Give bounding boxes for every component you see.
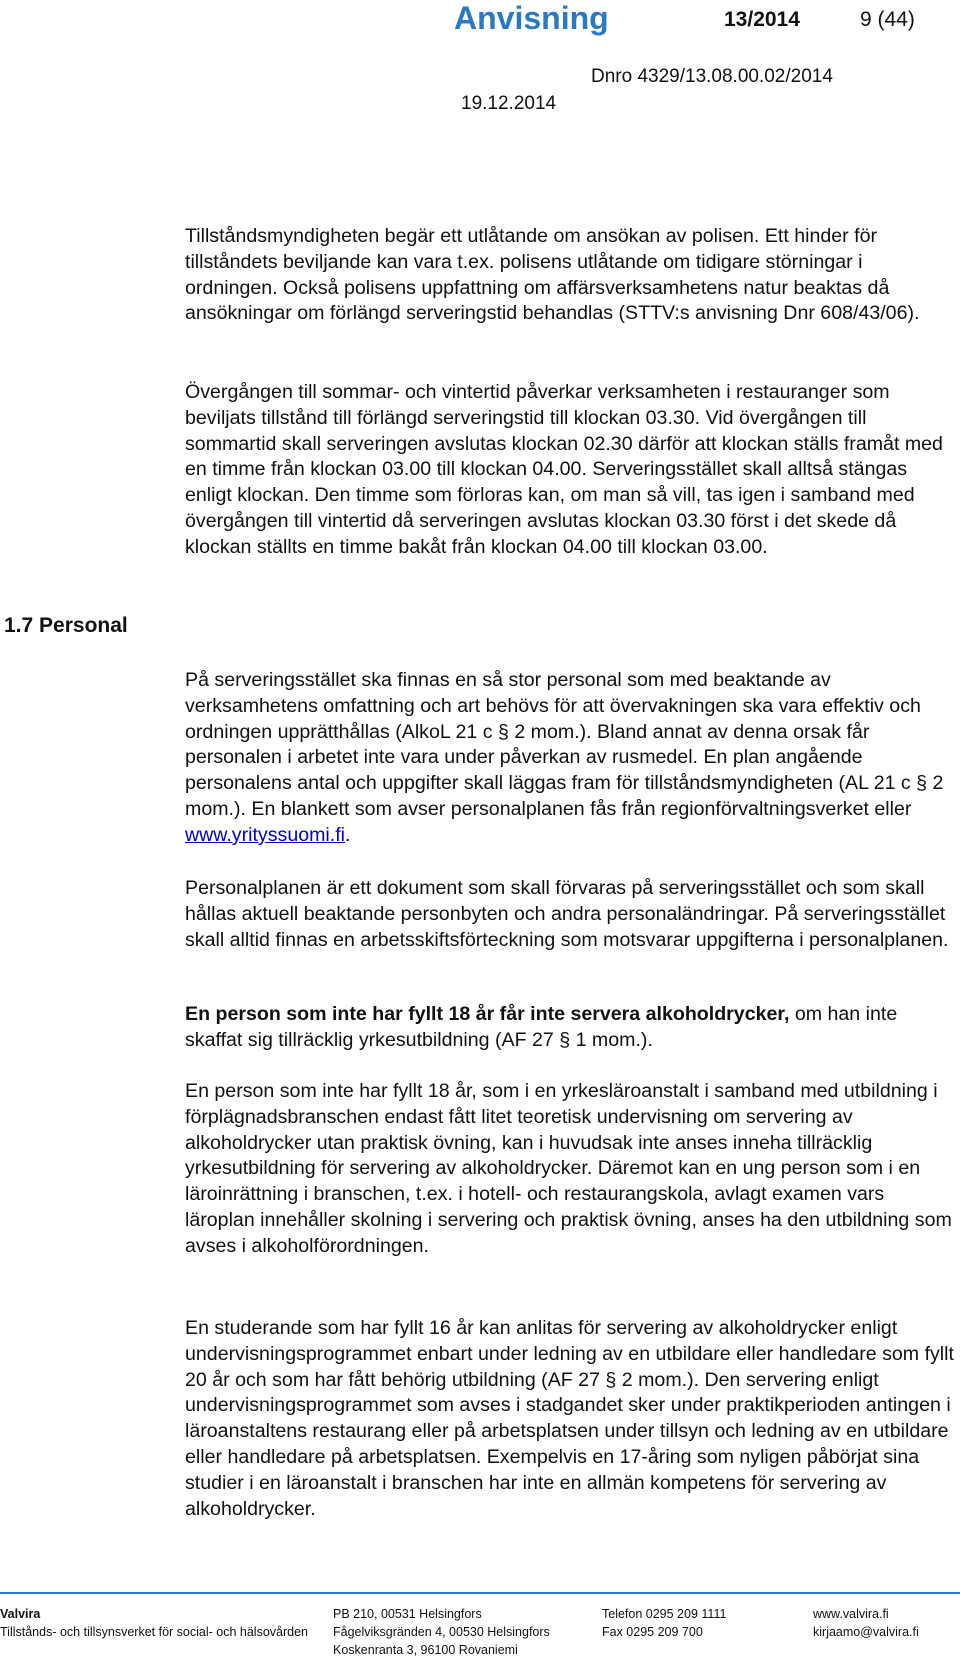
paragraph-text: Personalplanen är ett dokument som skall förvaras på serveringsstället och som skall hållas aktuell beaktande personbyten och andra personaländringar. På serveringsstället skall alltid finnas en arbetsskiftsförteckning som motsvarar uppgifterna i personalplanen. [185, 877, 949, 951]
paragraph-text: En studerande som har fyllt 16 år kan anlitas för servering av alkoholdrycker enligt undervisningsprogrammet enbart under ledning av en utbildare eller handledare som fyllt 20 år och som har fått behörig utbildning (AF 27 § 2 mom.). Den servering enligt undervisningsprogrammet som avses i stadgandet sker under praktikperioden antingen i läroanstaltens restaurang eller på arbetsplatsen under tillsyn och ledning av en utbildare eller handledare på arbetsplatsen. Exempelvis en 17-åring som nyligen påbörjat sina studier i en läroanstalt i branschen har inte en allmän kompetens för servering av alkoholdrycker. [185, 1317, 954, 1520]
document-number: 13/2014 [724, 8, 800, 31]
paragraph-staff-plan [185, 876, 955, 953]
paragraph-bold-text: En person som inte har fyllt 18 år får inte servera alkoholdrycker, [185, 1003, 790, 1025]
paragraph-text [185, 1002, 955, 1054]
paragraph-age-limit [185, 1002, 955, 1054]
paragraph-text-rest: om han inte skaffat sig tillräcklig yrkesutbildning (AF 27 § 1 mom.). [185, 1003, 898, 1051]
footer-email[interactable]: kirjaamo@valvira.fi [813, 1625, 919, 1639]
page-number: 9 (44) [860, 8, 915, 31]
footer-phone: Telefon 0295 209 1111 [602, 1607, 727, 1621]
paragraph-summer-winter-time [185, 380, 955, 561]
footer-address-2: Fågelviksgränden 4, 00530 Helsingfors [333, 1625, 550, 1639]
paragraph-text-main: På serveringsstället ska finnas en så stor personal som med beaktande av verksamhetens omfattning och art behövs för att övervakningen ska vara effektiv och ordningen upprätthållas (AlkoL 21 c § 2 mom.). Bland annat av denna orsak får personalen i arbetet inte vara under påverkan av rusmedel. En plan angående personalens antal och uppgifter skall läggas fram för tillståndsmyndigheten (AL 21 c § 2 mom.). En blankett som avser personalplanen fås från regionförvaltningsverket eller [185, 669, 944, 820]
document-type-title: Anvisning [454, 0, 609, 36]
registration-number: Dnro 4329/13.08.00.02/2014 [591, 66, 833, 87]
document-date: 19.12.2014 [461, 93, 557, 114]
footer-phone-fax [602, 1605, 726, 1641]
footer-address-1: PB 210, 00531 Helsingfors [333, 1607, 482, 1621]
paragraph-students [185, 1316, 955, 1522]
paragraph-text: En person som inte har fyllt 18 år, som i en yrkesläroanstalt i samband med utbildning i förplägnadsbranschen endast fått litet teoretisk undervisning om servering av alkoholdrycker utan praktisk övning, kan i huvudsak inte anses inneha tillräcklig yrkesutbildning för servering av alkoholdrycker. Däremot kan en ung person som i en läroinrättning i branschen, t.ex. i hotell- och restaurangskola, avlagt examen vars läroplan innehåller skolning i servering och praktisk övning, anses ha den utbildning som avses i alkoholförordningen. [185, 1080, 952, 1257]
footer-website[interactable]: www.valvira.fi [813, 1607, 889, 1621]
paragraph-text: Tillståndsmyndigheten begär ett utlåtande om ansökan av polisen. Ett hinder för tillståndets beviljande kan vara t.ex. polisens utlåtande om tidigare störningar i ordningen. Också polisens uppfattning om affärsverksamhetens natur beaktas då ansökningar om förlängd serveringstid behandlas (STTV:s anvisning Dnr 608/43/06). [185, 225, 920, 325]
footer-address-3: Koskenranta 3, 96100 Rovaniemi [333, 1643, 518, 1657]
footer-addresses [333, 1605, 550, 1659]
yrityssuomi-link[interactable]: www.yrityssuomi.fi [185, 823, 346, 846]
paragraph-vocational-training [185, 1079, 955, 1260]
footer-divider [0, 1592, 960, 1594]
paragraph-text-end: . [345, 823, 351, 846]
paragraph-text [185, 668, 955, 849]
paragraph-police-statement [185, 224, 955, 327]
section-heading: 1.7 Personal [4, 614, 128, 637]
footer-fax: Fax 0295 209 700 [602, 1625, 703, 1639]
footer-organization [0, 1605, 308, 1641]
footer-contacts [813, 1605, 919, 1641]
paragraph-text: Övergången till sommar- och vintertid påverkar verksamheten i restauranger som beviljats tillstånd till förlängd serveringstid till klockan 03.30. Vid övergången till sommartid skall serveringen avslutas klockan 02.30 därför att klockan ställs framåt med en timme från klockan 03.00 till klockan 04.00. Serveringsstället skall alltså stängas enligt klockan. Den timme som förloras kan, om man så vill, tas igen i samband med övergången till vintertid då serveringen avslutas klockan 03.30 först i det skede då klockan ställts en timme bakåt från klockan 04.00 till klockan 03.00. [185, 381, 943, 558]
footer-org-full-name: Tillstånds- och tillsynsverket för social- och hälsovården [0, 1625, 308, 1639]
footer-org-name: Valvira [0, 1607, 41, 1621]
paragraph-staffing [185, 668, 955, 849]
